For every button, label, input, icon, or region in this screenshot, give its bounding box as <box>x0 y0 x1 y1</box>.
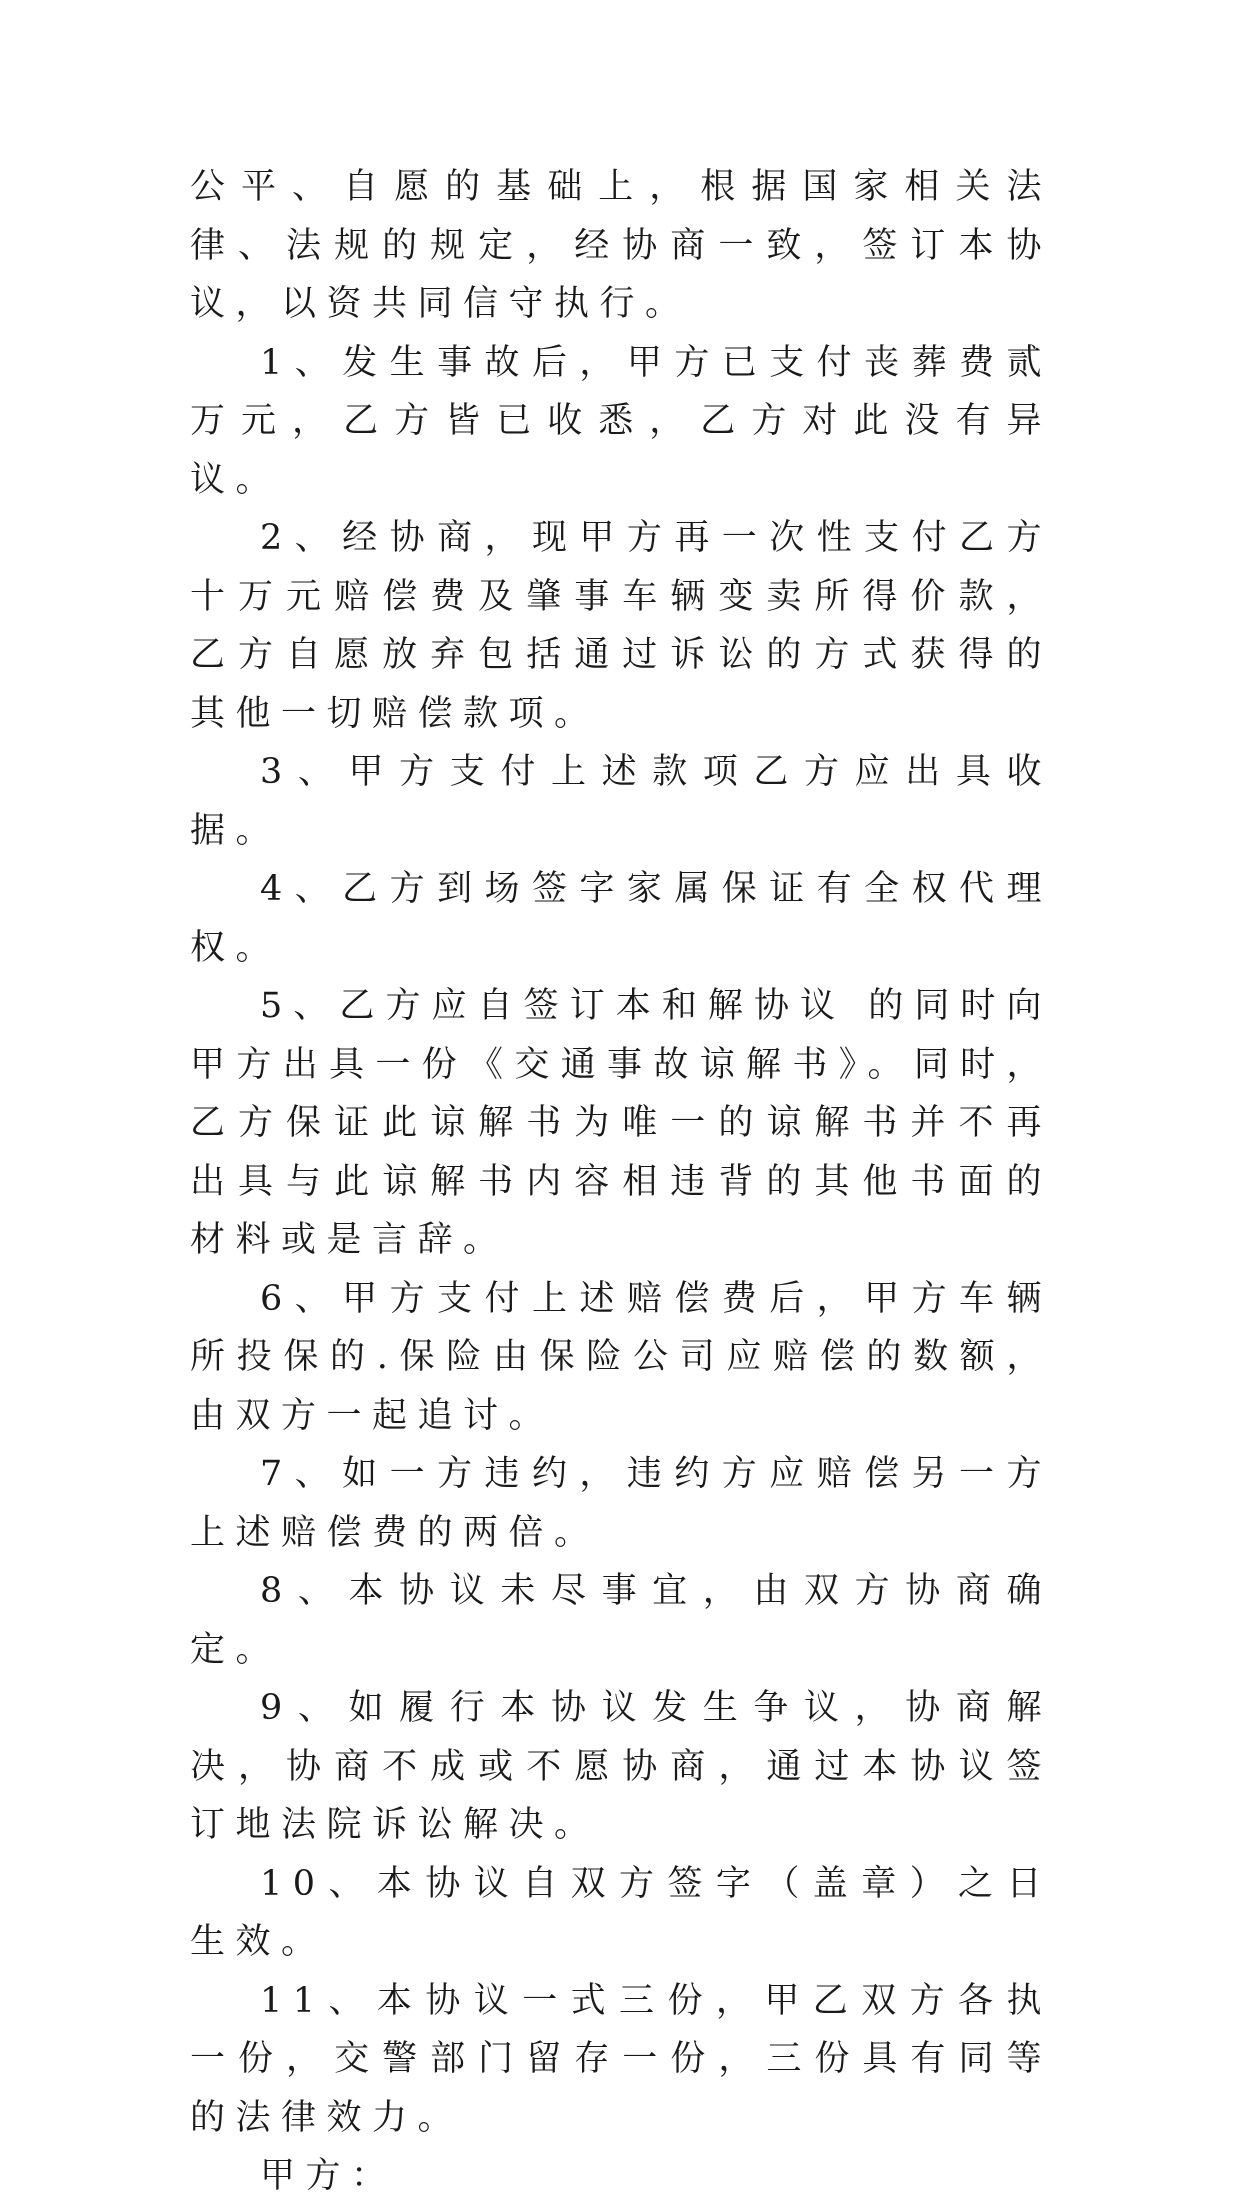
clause-2: 2、经协商，现甲方再一次性支付乙方十万元赔偿费及肇事车辆变卖所得价款，乙方自愿放弃包括通过诉讼的方式获得的其他一切赔偿款项。 <box>190 518 1052 734</box>
clause-1: 1、发生事故后，甲方已支付丧葬费贰万元，乙方皆已收悉，乙方对此没有异议。 <box>190 342 1052 500</box>
party-a-signature-label: 甲方： <box>260 2156 397 2196</box>
paragraph-preamble: 公平、自愿的基础上，根据国家相关法律、法规的规定，经协商一致，签订本协议，以资共同信守执行。 <box>190 167 1052 324</box>
clause-10: 10、本协议自双方签字（盖章）之日生效。 <box>190 1863 1052 1962</box>
clause-3: 3、甲方支付上述款项乙方应出具收据。 <box>190 752 1052 851</box>
clause-5: 5、乙方应自签订本和解协议 的同时向甲方出具一份《交通事故谅解书》。同时，乙方保证此谅解书为唯一的谅解书并不再出具与此谅解书内容相违背的其他书面的材料或是言辞。 <box>190 986 1052 1260</box>
clause-11: 11、本协议一式三份，甲乙双方各执一份，交警部门留存一份，三份具有同等的法律效力。 <box>190 1980 1052 2138</box>
clause-7: 7、如一方违约，违约方应赔偿另一方上述赔偿费的两倍。 <box>190 1454 1052 1553</box>
document-page <box>190 158 1052 2206</box>
clause-6: 6、甲方支付上述赔偿费后，甲方车辆所投保的.保险由保险公司应赔偿的数额，由双方一起追讨。 <box>190 1278 1052 1436</box>
clause-9: 9、如履行本协议发生争议，协商解决，协商不成或不愿协商，通过本协议签订地法院诉讼解决。 <box>190 1688 1052 1845</box>
clause-4: 4、乙方到场签字家属保证有全权代理权。 <box>190 869 1052 968</box>
clause-8: 8、本协议未尽事宜，由双方协商确定。 <box>190 1571 1052 1670</box>
